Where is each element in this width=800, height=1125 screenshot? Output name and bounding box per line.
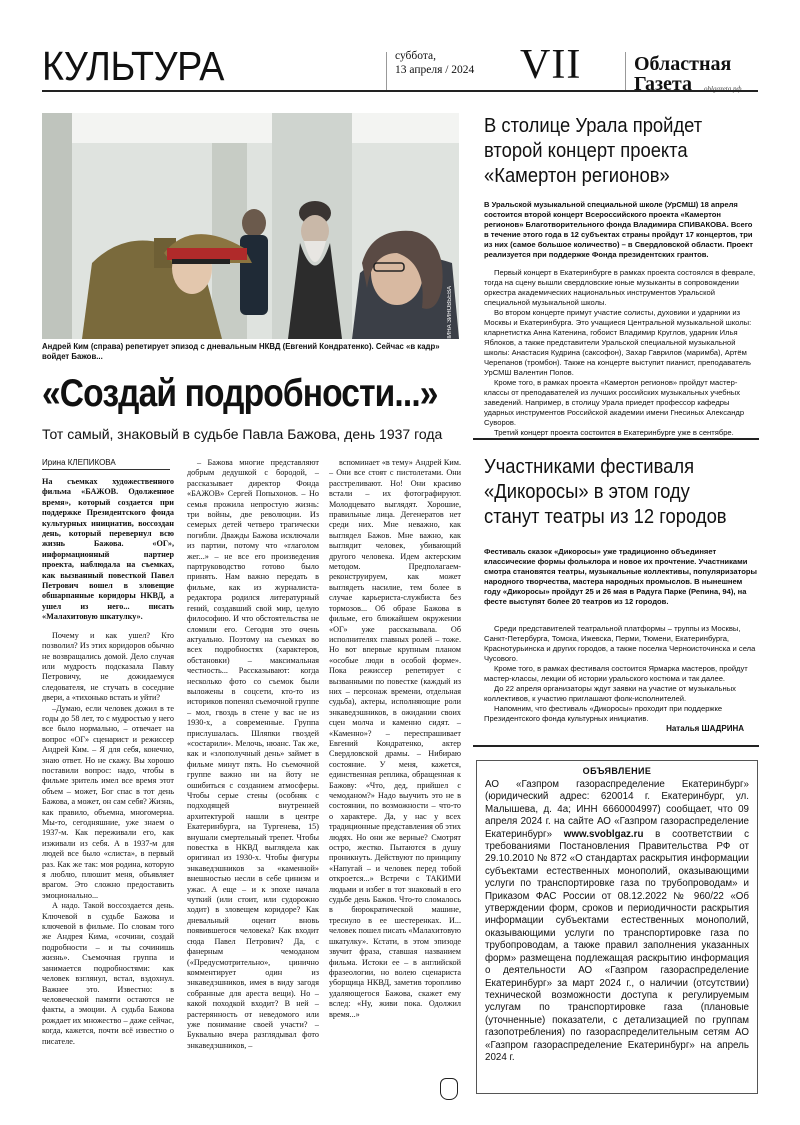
news-headline-kamerton: В столице Урала пройдет второй концерт проекта «Камертон регионов» bbox=[484, 115, 703, 187]
news-lead-dikorosy: Фестиваль сказок «Дикоросы» уже традиционно объединяет классические формы фольклора и новое их прочтение. Участниками смотра становятся театры, музыкальные коллективы, популяризаторы народного творчества, мастера народных промыслов. В нынешнем году «Дикоросы» пройдут 25 и 26 мая в Радуга Парке (Репина, 94), на фесте выступят более 20 театров из 12 городов. bbox=[484, 547, 757, 606]
divider bbox=[386, 52, 387, 90]
article-photo bbox=[42, 113, 459, 339]
announcement-title: ОБЪЯВЛЕНИЕ bbox=[582, 766, 652, 776]
announcement-link[interactable]: www.svoblgaz.ru bbox=[563, 828, 644, 840]
section-rule bbox=[473, 438, 759, 440]
article-column-3 bbox=[329, 458, 461, 1098]
author-name: Наталья ШАДРИНА bbox=[666, 724, 744, 733]
end-of-article-icon bbox=[440, 1078, 458, 1100]
divider bbox=[625, 52, 626, 90]
article-lead: На съемках художественного фильма «БАЖОВ. Одолженное время», который создается при поддержке Президентского фонда культурных инициатив, воссоздан день, который перевернул всю жизнь Бажова. «ОГ», информационный партнер проекта, наблюдала на съемках, как вызванный повесткой Павел Петрович вошел в зловещие обшарпанные коридоры НКВД, а ушел из него... писать «Малахитовую шкатулку». bbox=[42, 477, 174, 622]
date-weekday: суббота, bbox=[395, 50, 436, 62]
masthead-rule bbox=[42, 90, 758, 92]
news-lead-kamerton: В Уральской музыкальной специальной школе (УрСМШ) 18 апреля состоится второй концерт Всероссийского проекта «Камертон регионов» Благотворительного фонда Владимира СПИВАКОВА. Всего в течение этого года в 12 субъектах страны пройдут 17 концертов, три из них (самое большое количество) – в Свердловской области. Проект реализуется при поддержке Фонда президентских грантов. bbox=[484, 200, 753, 259]
paragraph: Напомним, что фестиваль «Дикоросы» проходит при поддержке Президентского фонда культурных инициатив. bbox=[484, 704, 723, 723]
news-author bbox=[484, 724, 744, 733]
announcement-text: АО «Газпром газораспределение Екатеринбург» (юридический адрес: 620014 г. Екатеринбург, ул. Малышева, д. 4а; ИНН 6660004997) сообщает, что 09 апреля 2024 г. на сайте АО «Газпром газораспределение Екатеринбург» bbox=[485, 779, 749, 840]
paragraph: Кроме того, в рамках фестиваля состоится Ярмарка мастеров, пройдут мастер-классы, лекции об истории уральского костюма и так далее. bbox=[484, 664, 748, 683]
news-body-dikorosy bbox=[484, 624, 759, 724]
photo-illustration bbox=[42, 113, 459, 339]
logo-line-1: Областная bbox=[634, 53, 732, 75]
announcement-box bbox=[476, 760, 758, 1094]
logo-site: oblgazeta.рф bbox=[704, 85, 742, 93]
paragraph: Почему и как ушел? Кто позволил? Из этих коридоров обычно не возвращались домой. Дело случая или мудрость подсказала Павлу Петровичу, не дожидаемуся следователя, не стучать в соседние двери, а «тихонько встать и уйти? bbox=[42, 630, 174, 703]
issue-date bbox=[395, 49, 474, 77]
paragraph: –Думаю, если человек дожил в те годы до 58 лет, то с мудростью у него все было нормально, – отвечает на вопрос «ОГ» сценарист и режиссер Андрей Ким. – Я для себя, конечно, знаю ответ. Но не скажу. Вы хорошо поставили вопрос: надо, чтобы в фильме зритель имел все время этот объем – может, Бог спас в тот день Бажова, а может, он сам себя? Жизнь, как правило, объемна, многомерна. Мы-то, сегодняшние, уже знаем о 1937-м. Как переживали его, как изживали из себя. А в 1937-м для людей все было «слиста», в первый раз. Как же так: моя родина, которую я люблю, плюшит меня, объявляет врагом. Это сложно предоставить эмоционально... bbox=[42, 703, 174, 900]
photo-caption: Андрей Ким (справа) репетирует эпизод с дневальным НКВД (Евгений Кондратенко). Сейчас «в кадр» войдет Бажов... bbox=[42, 342, 440, 361]
paragraph: вспоминает «в тему» Андрей Ким. – Они все стоят с пистолетами. Они расстреливают. Но! Они красиво встали – их фотографируют. Молодцевато выглядят. Хорошие, правильные лица. Дегенератов нет среди них. Мне неважно, как выглядел Бажов. Мне важно, как выглядит человек, убивающий другого человека. Идем актерским методом. Предполагаем-реконструируем, как может выглядеть насилие, тем более в случае карьериста-службиста без тормозов... Об образе Бажова в фильме, его ближайшем окружении «ОГ» уже рассказывала. Об исполнителях главных ролей – тоже. Но вот впервые крупным планом «особые люди в особой форме». Пока режиссер репетирует с вызванными по повестке (каждый из них – персонаж времени, отдельная судьба), актеры, исполняющие роли энкаведэшников, в ожидании своих сцен молча и каменно сидят. – «Каменно»? – переспрашивает Евгений Кондратенко, актер Свердловской драмы. – Нибираю состояние. У меня, кажется, единственная реплика, обращенная к Бажову: «Что, дед, прийшел с чемоданом?» Надо выучить это не в состоянии, по возможности – что-то о характере. Да, у нас у всех традиционные представления об этих людях. Но они же верные? Смотрят остро, жестко. Пытаются в душу проникнуть. Действуют по принципу «Напугай – и человек перед тобой откроется...» Встречи с ТАКИМИ людьми и избег в тот знаковый в его судьбе день Бажов. Что-то сломалось в бюрократической машине, треснуло в ее шестеренках. И... человек пошел писать «Малахитовую шкатулку». Кстати, в этом эпизоде звучит фраза, ставшая названием фильма. Истоки ее – в английской фразеологии, но волею сценариста уборщица НКВД, заметив торопливо удаляющегося Бажова, скажет ему вслед: «Ну, живи пока. Одолжил время...» bbox=[329, 458, 461, 1019]
article-column-2 bbox=[187, 458, 319, 1098]
news-headline-dikorosy: Участниками фестиваля «Дикоросы» в этом году станут театры из 12 городов bbox=[484, 456, 727, 528]
logo-line-2: Газета bbox=[634, 73, 692, 95]
paragraph: Третий концерт проекта состоится в Екатеринбурге уже в сентябре. bbox=[494, 428, 734, 437]
article-author: Ирина КЛЕПИКОВА bbox=[42, 458, 170, 470]
paragraph: До 22 апреля организаторы ждут заявки на участие от музыкальных коллективов, к участию приглашают фолк-исполнителей. bbox=[484, 684, 736, 703]
paragraph: Первый концерт в Екатеринбурге в рамках проекта состоялся в феврале, тогда на сцену вышли свердловские юные музыканты в сопровождении оркестра академических национальных инструментов Уральской специальной музыкальной школы. bbox=[484, 268, 756, 307]
announcement-text: в соответствии с требованиями Постановления Правительства РФ от 29.10.2010 № 872 «О стандартах раскрытия информации субъектами естественных монополий, оказывающими услуги по транспортировке газа по трубопроводам» и Приказом ФАС России от 08.12.2022 № 960/22 «Об утверждении форм, сроков и периодичности раскрытия информации субъектами естественных монополий, оказывающими услуги по транспортировке газа по трубопроводам, а также правил заполнения указанных форм» размещена подлежащая раскрытию информация о деятельности АО «Газпром газораспределение Екатеринбург» за март 2024 г., о наличии (отсутствии) технической возможности доступа к регулируемым услугам по транспортировке газа (плановые (уточненные) показатели, с детализацией по группам газопотребления) по газораспределительным сетям АО «Газпром газораспределение Екатеринбург» на апрель 2024 г. bbox=[485, 828, 749, 1063]
paragraph: Во втором концерте примут участие солисты, духовики и ударники из Москвы и Екатеринбурга. Это учащиеся Центральной музыкальной школы: кларнетистка Анна Катенина, гобоист Владимир Круглов, ударник Илья Яблоков, а также представители Уральской специальной музыкальной школы: Анастасия Кудрина (саксофон), Захар Гаврилов (маримба), Артём Черепанов (тромбон). Также на концерте выступит пианист, преподаватель УрСМШ Валентин Попов. bbox=[484, 308, 752, 377]
page-number: VII bbox=[520, 42, 582, 88]
date-full: 13 апреля / 2024 bbox=[395, 64, 475, 76]
announcement-body bbox=[485, 779, 749, 1064]
section-title: КУЛЬТУРА bbox=[42, 43, 224, 89]
paragraph: Кроме того, в рамках проекта «Камертон регионов» пройдут мастер-классы от преподавателей из лучших российских музыкальных учебных заведений. Например, в столицу Урала приедет профессор кафедры ударных инструментов Российской академии имени Гнесиных Александр Суворов. bbox=[484, 378, 745, 427]
paragraph: А надо. Такой воссоздается день. Ключевой в судьбе Бажова и ключевой в фильме. По словам того же Андрея Кима, «сочини, создай подробности – и ты сочинишь жизнь». Съемочная группа и занимается подробностями: как человек взглянул, встал, вздохнул. Важнее это. Известно: в человеческой памяти остаются не факты, а эмоции. А судьба Бажова рождает их множество – даже сейчас, когда, кажется, почти всё известно о писателе. bbox=[42, 901, 174, 1046]
section-rule bbox=[473, 745, 759, 747]
photo-credit: ПОЛИНА ЗИНОВЬЕВА bbox=[447, 286, 453, 350]
article-subhead: Тот самый, знаковый в судьбе Павла Бажова, день 1937 года bbox=[42, 426, 443, 442]
paragraph: Среди представителей театральной платформы – труппы из Москвы, Санкт-Петербурга, Томска, Ижевска, Перми, Тюмени, Екатеринбурга, Краснотурьинска и других городов, а также поселка Черноисточинска и села Чусового. bbox=[484, 624, 756, 663]
article-headline: «Создай подробности...» bbox=[42, 372, 438, 415]
article-column-1 bbox=[42, 477, 174, 1097]
paragraph: – Бажова многие представляют добрым дедушкой с бородой, – рассказывает директор Фонда «БАЖОВ» Сергей Попыхонов. – Но семья прожила непростую жизнь: три войны, две революции. Из семерых детей четверо трагически погибли. Дважды Бажова исключали из партии, потому что «глаголом жег...» – не все его произведения партруководство готово было принять. Нам важно передать в фильме, как из журналиста-редактора родился литературный гений, создавший свой мир, целую философию. И что обстоятельства не сломили его. Сегодня это очень актуально. Поэтому на съемках во всех подробностях (характеров, обстановки) – максимальная честность... Рассказывают: когда несколько фото со съемок были выложены в соцсети, кто-то из историков попенял съемочной группе – мол, гвоздь в стене у вас не из 1930-х, а современные. Группа прислушалась. Шляпки гвоздей «состарили». Мелочь, нюанс. Так же, как и «злополучный день» займет в фильме минут пять. Но съемочной группе важно ни на йоту не ошибиться с созданием атмосферы. Чтобы серые стены (особняк с подходящей внутренней архитектурой нашли в центре Екатеринбурга, на Тургенева, 15) внушали смертельный трепет. Чтобы повестка в НКВД выглядела как оригинал из 1930-х. Чтобы фигуры энкаведэшников за «каменной» внешностью несли в себе цинизм и ужас. А еще – и к эпохе начала чуткий (или стоит, или судорожно ходит) в зловещем коридоре? Как дневальный оценит вновь появившегося человека? Как входит сюда Павел Петрович? Да, с фанерным чемоданом («Предусмотрительно», цинично комментирует один из энкаведэшников, имея в виду загодя собранные для ареста вещи). Но – какой походкой входит? В ней – растерянность от неведомого или уже понимание своей участи? – Буквально вчера разглядывал фото энкаведэшников, – bbox=[187, 458, 319, 1050]
news-body-kamerton bbox=[484, 268, 759, 438]
